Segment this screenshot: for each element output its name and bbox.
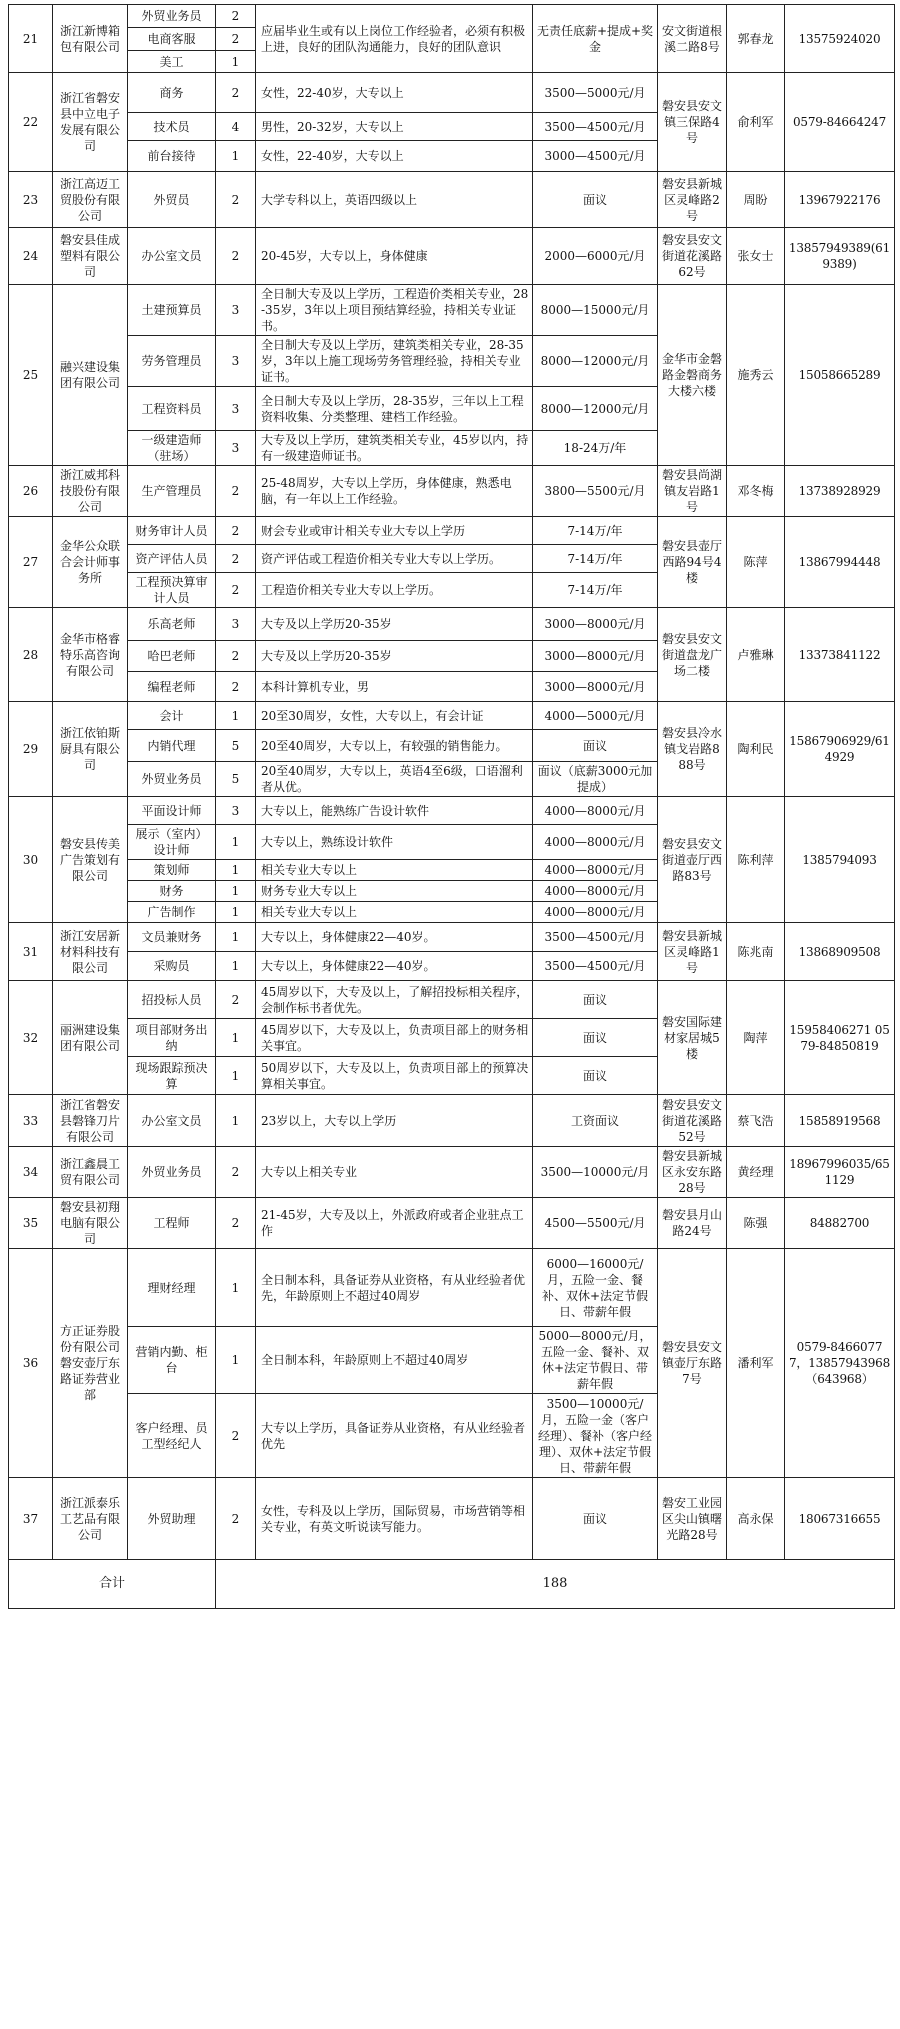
job-position: 办公室文员 [128,1095,216,1147]
contact-person: 张女士 [727,228,785,285]
table-row [9,981,895,1019]
table-row [9,5,895,28]
row-number: 35 [9,1198,53,1249]
requirements: 20至40周岁，大专以上，有较强的销售能力。 [256,730,533,762]
job-position: 土建预算员 [128,285,216,336]
requirements: 大专及以上学历，建筑类相关专业，45岁以内，持有一级建造师证书。 [256,431,533,466]
table-row [9,702,895,730]
job-position: 前台接待 [128,141,216,172]
headcount: 3 [216,431,256,466]
headcount: 2 [216,5,256,28]
company-name: 方正证券股份有限公司磐安壶厅东路证券营业部 [53,1249,128,1478]
company-name: 磐安县传美广告策划有限公司 [53,797,128,923]
headcount: 3 [216,336,256,387]
salary: 7-14万/年 [533,545,658,573]
row-number: 31 [9,923,53,981]
row-number: 23 [9,172,53,228]
salary: 工资面议 [533,1095,658,1147]
salary: 面议 [533,730,658,762]
company-name: 融兴建设集团有限公司 [53,285,128,466]
requirements: 20-45岁，大专以上，身体健康 [256,228,533,285]
salary: 7-14万/年 [533,573,658,608]
requirements: 大专以上，身体健康22—40岁。 [256,952,533,981]
row-number: 32 [9,981,53,1095]
job-position: 一级建造师（驻场） [128,431,216,466]
contact-phone: 84882700 [785,1198,895,1249]
table-row [9,466,895,517]
salary: 8000—15000元/月 [533,285,658,336]
company-address: 磐安国际建材家居城5楼 [658,981,727,1095]
salary: 4500—5500元/月 [533,1198,658,1249]
salary: 3000—4500元/月 [533,141,658,172]
company-address: 安文街道根溪二路8号 [658,5,727,73]
job-position: 美工 [128,51,216,73]
headcount: 1 [216,141,256,172]
requirements: 大专以上，身体健康22—40岁。 [256,923,533,952]
company-address: 磐安县尚湖镇友岩路1号 [658,466,727,517]
headcount: 1 [216,702,256,730]
contact-person: 施秀云 [727,285,785,466]
headcount: 3 [216,285,256,336]
company-address: 磐安工业园区尖山镇曙光路28号 [658,1478,727,1560]
requirements: 23岁以上，大专以上学历 [256,1095,533,1147]
headcount: 2 [216,73,256,113]
salary: 18-24万/年 [533,431,658,466]
job-position: 现场跟踪预决算 [128,1057,216,1095]
salary: 3500—10000元/月，五险一金（客户经理）、餐补（客户经理）、双休+法定节假日、带薪年假 [533,1394,658,1478]
requirements: 大专及以上学历20-35岁 [256,641,533,672]
job-position: 内销代理 [128,730,216,762]
company-name: 金华公众联合会计师事务所 [53,517,128,608]
job-position: 外贸助理 [128,1478,216,1560]
headcount: 2 [216,1147,256,1198]
salary: 7-14万/年 [533,517,658,545]
salary: 8000—12000元/月 [533,336,658,387]
headcount: 1 [216,902,256,923]
contact-phone: 13867994448 [785,517,895,608]
job-position: 策划师 [128,860,216,881]
salary: 2000—6000元/月 [533,228,658,285]
salary: 4000—8000元/月 [533,860,658,881]
row-number: 24 [9,228,53,285]
requirements: 45周岁以下，大专及以上，负责项目部上的财务相关事宜。 [256,1019,533,1057]
table-row [9,228,895,285]
company-name: 浙江派泰乐工艺品有限公司 [53,1478,128,1560]
row-number: 27 [9,517,53,608]
company-name: 浙江依铂斯厨具有限公司 [53,702,128,797]
salary: 5000—8000元/月，五险一金、餐补、双休+法定节假日、带薪年假 [533,1327,658,1394]
contact-person: 陈强 [727,1198,785,1249]
company-name: 金华市格睿特乐高咨询有限公司 [53,608,128,702]
job-position: 文员兼财务 [128,923,216,952]
requirements: 大专以上，能熟练广告设计软件 [256,797,533,825]
headcount: 1 [216,1327,256,1394]
headcount: 2 [216,981,256,1019]
job-position: 乐高老师 [128,608,216,641]
headcount: 1 [216,1095,256,1147]
company-name: 浙江省磐安县磐锋刀片有限公司 [53,1095,128,1147]
requirements: 女性，22-40岁，大专以上 [256,141,533,172]
contact-phone: 18967996035/651129 [785,1147,895,1198]
requirements: 男性，20-32岁，大专以上 [256,113,533,141]
job-position: 理财经理 [128,1249,216,1327]
job-position: 技术员 [128,113,216,141]
row-number: 30 [9,797,53,923]
contact-person: 郭春龙 [727,5,785,73]
contact-phone: 13857949389(619389) [785,228,895,285]
contact-person: 潘利军 [727,1249,785,1478]
requirements: 25-48周岁，大专以上学历，身体健康，熟悉电脑，有一年以上工作经验。 [256,466,533,517]
job-position: 编程老师 [128,672,216,702]
contact-person: 陶利民 [727,702,785,797]
job-position: 资产评估人员 [128,545,216,573]
headcount: 1 [216,923,256,952]
salary: 4000—5000元/月 [533,702,658,730]
headcount: 2 [216,28,256,51]
table-row [9,1478,895,1560]
job-position: 客户经理、员工型经纪人 [128,1394,216,1478]
requirements: 女性，22-40岁，大专以上 [256,73,533,113]
salary: 6000—16000元/月，五险一金、餐补、双休+法定节假日、带薪年假 [533,1249,658,1327]
requirements: 财务专业大专以上 [256,881,533,902]
headcount: 5 [216,762,256,797]
contact-phone: 0579-84664247 [785,73,895,172]
headcount: 2 [216,1394,256,1478]
headcount: 3 [216,608,256,641]
salary: 3000—8000元/月 [533,672,658,702]
requirements: 全日制大专及以上学历，建筑类相关专业，28-35岁，3年以上施工现场劳务管理经验，持相关专业证书。 [256,336,533,387]
job-position: 生产管理员 [128,466,216,517]
company-name: 浙江安居新材料科技有限公司 [53,923,128,981]
requirements: 大专以上学历，具备证券从业资格，有从业经验者优先 [256,1394,533,1478]
company-name: 磐安县佳成塑料有限公司 [53,228,128,285]
salary: 3500—10000元/月 [533,1147,658,1198]
job-position: 采购员 [128,952,216,981]
table-row [9,923,895,952]
job-position: 哈巴老师 [128,641,216,672]
requirements: 50周岁以下，大专及以上，负责项目部上的预算决算相关事宜。 [256,1057,533,1095]
job-position: 财务审计人员 [128,517,216,545]
contact-phone: 15867906929/614929 [785,702,895,797]
job-position: 工程师 [128,1198,216,1249]
total-value: 188 [216,1560,895,1609]
company-address: 磐安县新城区永安东路28号 [658,1147,727,1198]
contact-person: 黄经理 [727,1147,785,1198]
company-name: 磐安县初翔电脑有限公司 [53,1198,128,1249]
company-address: 磐安县安文街道花溪路52号 [658,1095,727,1147]
company-address: 磐安县月山路24号 [658,1198,727,1249]
table-row [9,1198,895,1249]
job-position: 财务 [128,881,216,902]
requirements: 相关专业大专以上 [256,902,533,923]
headcount: 3 [216,387,256,431]
salary: 3000—8000元/月 [533,608,658,641]
requirements: 应届毕业生或有以上岗位工作经验者，必须有积极上进，良好的团队沟通能力，良好的团队意识 [256,5,533,73]
headcount: 4 [216,113,256,141]
headcount: 5 [216,730,256,762]
company-name: 浙江省磐安县中立电子发展有限公司 [53,73,128,172]
job-position: 外贸业务员 [128,5,216,28]
headcount: 2 [216,573,256,608]
salary: 4000—8000元/月 [533,881,658,902]
requirements: 20至40周岁，大专以上，英语4至6级，口语溜利者从优。 [256,762,533,797]
company-name: 浙江鑫晨工贸有限公司 [53,1147,128,1198]
job-position: 电商客服 [128,28,216,51]
job-position: 项目部财务出纳 [128,1019,216,1057]
company-name: 浙江威邦科技股份有限公司 [53,466,128,517]
row-number: 34 [9,1147,53,1198]
company-address: 磐安县新城区灵峰路2号 [658,172,727,228]
table-row [9,73,895,113]
job-position: 劳务管理员 [128,336,216,387]
headcount: 1 [216,825,256,860]
salary: 面议 [533,1478,658,1560]
contact-phone: 18067316655 [785,1478,895,1560]
contact-person: 邓冬梅 [727,466,785,517]
requirements: 本科计算机专业，男 [256,672,533,702]
row-number: 33 [9,1095,53,1147]
contact-phone: 13868909508 [785,923,895,981]
salary: 8000—12000元/月 [533,387,658,431]
company-name: 浙江高迈工贸股份有限公司 [53,172,128,228]
company-address: 金华市金磐路金磐商务大楼六楼 [658,285,727,466]
requirements: 全日制大专及以上学历，28-35岁，三年以上工程资料收集、分类整理、建档工作经验。 [256,387,533,431]
requirements: 全日制本科，年龄原则上不超过40周岁 [256,1327,533,1394]
contact-phone: 13967922176 [785,172,895,228]
row-number: 36 [9,1249,53,1478]
headcount: 1 [216,51,256,73]
job-position: 外贸业务员 [128,762,216,797]
company-address: 磐安县安文街道壶厅西路83号 [658,797,727,923]
job-position: 外贸业务员 [128,1147,216,1198]
requirements: 大专以上相关专业 [256,1147,533,1198]
company-address: 磐安县冷水镇戈岩路888号 [658,702,727,797]
salary: 面议 [533,1019,658,1057]
requirements: 大专以上，熟练设计软件 [256,825,533,860]
requirements: 大专及以上学历20-35岁 [256,608,533,641]
salary: 无责任底薪+提成+奖金 [533,5,658,73]
salary: 3000—8000元/月 [533,641,658,672]
salary: 3800—5500元/月 [533,466,658,517]
headcount: 1 [216,1249,256,1327]
salary: 4000—8000元/月 [533,797,658,825]
job-position: 会计 [128,702,216,730]
contact-person: 陈利萍 [727,797,785,923]
salary: 4000—8000元/月 [533,825,658,860]
row-number: 22 [9,73,53,172]
requirements: 20至30周岁，女性，大专以上，有会计证 [256,702,533,730]
contact-phone: 1385794093 [785,797,895,923]
requirements: 女性，专科及以上学历，国际贸易，市场营销等相关专业，有英文听说读写能力。 [256,1478,533,1560]
salary: 面议 [533,172,658,228]
job-position: 平面设计师 [128,797,216,825]
row-number: 25 [9,285,53,466]
table-row [9,1095,895,1147]
contact-phone: 13373841122 [785,608,895,702]
total-label: 合计 [9,1560,216,1609]
requirements: 全日制大专及以上学历，工程造价类相关专业，28-35岁，3年以上项目预结算经验，持相关专业证书。 [256,285,533,336]
contact-phone: 15958406271 0579-84850819 [785,981,895,1095]
table-row [9,285,895,336]
table-row [9,517,895,545]
headcount: 1 [216,1057,256,1095]
contact-person: 蔡飞浩 [727,1095,785,1147]
headcount: 1 [216,952,256,981]
table-row [9,172,895,228]
row-number: 21 [9,5,53,73]
contact-person: 高永保 [727,1478,785,1560]
headcount: 1 [216,1019,256,1057]
company-address: 磐安县新城区灵峰路1号 [658,923,727,981]
salary: 面议 [533,981,658,1019]
company-address: 磐安县壶厅西路94号4楼 [658,517,727,608]
contact-person: 陈萍 [727,517,785,608]
job-position: 广告制作 [128,902,216,923]
table-row [9,1249,895,1327]
contact-person: 周盼 [727,172,785,228]
contact-phone: 15858919568 [785,1095,895,1147]
row-number: 26 [9,466,53,517]
job-position: 工程资料员 [128,387,216,431]
headcount: 2 [216,228,256,285]
contact-person: 卢雅琳 [727,608,785,702]
company-name: 浙江新博箱包有限公司 [53,5,128,73]
contact-phone: 13575924020 [785,5,895,73]
company-address: 磐安县安文镇三保路4号 [658,73,727,172]
requirements: 21-45岁，大专及以上，外派政府或者企业驻点工作 [256,1198,533,1249]
requirements: 45周岁以下，大专及以上，了解招投标相关程序，会制作标书者优先。 [256,981,533,1019]
salary: 3500—4500元/月 [533,113,658,141]
company-name: 丽洲建设集团有限公司 [53,981,128,1095]
requirements: 大学专科以上，英语四级以上 [256,172,533,228]
row-number: 28 [9,608,53,702]
job-position: 办公室文员 [128,228,216,285]
headcount: 2 [216,641,256,672]
salary: 面议（底薪3000元加提成） [533,762,658,797]
table-row [9,608,895,641]
company-address: 磐安县安文街道盘龙广场二楼 [658,608,727,702]
job-position: 外贸员 [128,172,216,228]
salary: 3500—4500元/月 [533,952,658,981]
recruitment-table [8,4,895,1609]
job-position: 招投标人员 [128,981,216,1019]
company-address: 磐安县安文镇壶厅东路7号 [658,1249,727,1478]
headcount: 2 [216,1478,256,1560]
headcount: 1 [216,881,256,902]
headcount: 3 [216,797,256,825]
headcount: 2 [216,172,256,228]
table-row [9,797,895,825]
row-number: 29 [9,702,53,797]
headcount: 2 [216,517,256,545]
total-row [9,1560,895,1609]
requirements: 资产评估或工程造价相关专业大专以上学历。 [256,545,533,573]
headcount: 2 [216,466,256,517]
salary: 3500—4500元/月 [533,923,658,952]
company-address: 磐安县安文街道花溪路62号 [658,228,727,285]
contact-phone: 15058665289 [785,285,895,466]
table-row [9,1147,895,1198]
job-position: 商务 [128,73,216,113]
salary: 4000—8000元/月 [533,902,658,923]
table-body [9,5,895,1609]
job-position: 展示（室内）设计师 [128,825,216,860]
salary: 3500—5000元/月 [533,73,658,113]
contact-person: 陶萍 [727,981,785,1095]
contact-phone: 0579-84660777，13857943968（643968） [785,1249,895,1478]
headcount: 2 [216,545,256,573]
headcount: 2 [216,672,256,702]
row-number: 37 [9,1478,53,1560]
contact-person: 俞利军 [727,73,785,172]
requirements: 财会专业或审计相关专业大专以上学历 [256,517,533,545]
salary: 面议 [533,1057,658,1095]
contact-phone: 13738928929 [785,466,895,517]
requirements: 相关专业大专以上 [256,860,533,881]
job-position: 营销内勤、柜台 [128,1327,216,1394]
requirements: 工程造价相关专业大专以上学历。 [256,573,533,608]
job-position: 工程预决算审计人员 [128,573,216,608]
headcount: 2 [216,1198,256,1249]
headcount: 1 [216,860,256,881]
requirements: 全日制本科，具备证券从业资格，有从业经验者优先，年龄原则上不超过40周岁 [256,1249,533,1327]
contact-person: 陈兆南 [727,923,785,981]
